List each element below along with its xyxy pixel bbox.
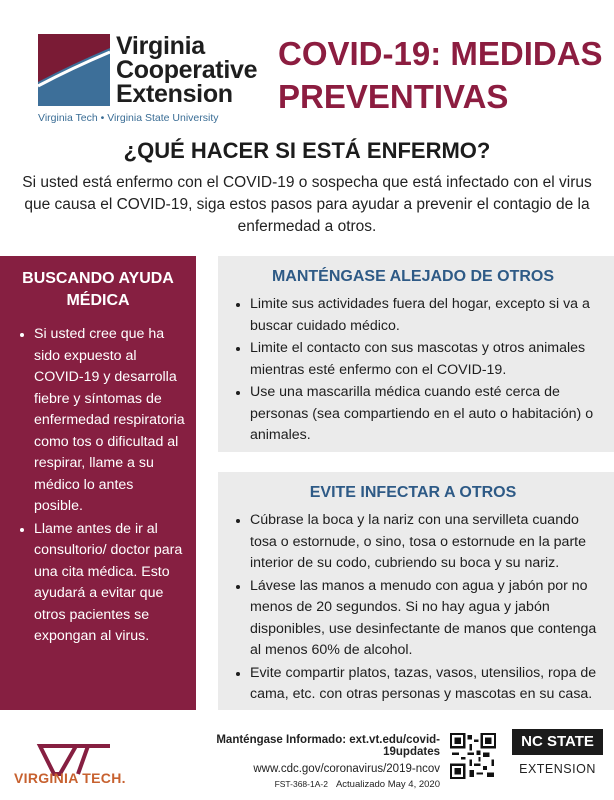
card-list: [226, 294, 600, 447]
virginia-cooperative-extension-logo: [38, 34, 268, 124]
avoid-infecting-card: [218, 472, 614, 710]
publication-code: FST-368-1A-2: [274, 779, 328, 789]
list-item: • Llame antes de ir al consultorio/ doctor para una cita médica. Esto ayudará a evitar que otros pacientes se expongan al virus.: [34, 519, 186, 648]
logo-wordmark: [116, 34, 257, 106]
title-line: PREVENTIVAS: [278, 78, 509, 115]
cdc-link[interactable]: www.cdc.gov/coronavirus/2019-ncov: [253, 763, 440, 775]
logo-line: Virginia: [116, 32, 205, 60]
list-item: • Cúbrase la boca y la nariz con una servilleta cuando tosa o estornude, o sino, tosa o estornude en la parte interior de su codo, cubriendo su boca y su nariz.: [250, 510, 600, 575]
updated-date: Actualizado May 4, 2020: [335, 779, 440, 790]
logo-line: Extension: [116, 80, 233, 108]
stay-informed-link[interactable]: Manténgase Informado: ext.vt.edu/covid-19updates: [216, 734, 440, 758]
panel-list: [0, 324, 196, 648]
publication-meta: [170, 779, 440, 790]
footer-info: [170, 734, 440, 790]
panel-title: BUSCANDO AYUDA MÉDICA: [22, 270, 174, 309]
list-item: • Limite sus actividades fuera del hogar, excepto si va a buscar cuidado médico.: [250, 294, 600, 337]
section-heading: ¿QUÉ HACER SI ESTÁ ENFERMO?: [123, 138, 491, 163]
card-title: EVITE INFECTAR A OTROS: [309, 484, 517, 501]
list-item: • Limite el contacto con sus mascotas y otros animales mientras esté enfermo con el COVID-19.: [250, 338, 600, 381]
logo-line: Cooperative: [116, 56, 258, 84]
list-item: • Evite compartir platos, tazas, vasos, utensilios, ropa de cama, etc. con otras personas y mascotas en su casa.: [250, 663, 600, 706]
card-list: [226, 510, 600, 706]
nc-state-badge: NC STATE: [512, 729, 603, 755]
stay-away-card: [218, 256, 614, 452]
list-item: • Si usted cree que ha sido expuesto al COVID-19 y desarrolla fiebre y síntomas de enfermedad respiratoria como tos o dificultad al respirar, llame a su médico lo antes posible.: [34, 324, 186, 518]
list-item: • Lávese las manos a menudo con agua y jabón por no menos de 20 segundos. Si no hay agua y jabón disponibles, use desinfectante de manos que contenga al menos 60% de alcohol.: [250, 576, 600, 662]
intro-paragraph: Si usted está enfermo con el COVID-19 o sospecha que está infectado con el virus que causa el COVID-19, siga estos pasos para ayudar a prevenir el contagio de la enfermedad a otros.: [22, 174, 592, 235]
qr-code-icon[interactable]: [450, 733, 496, 779]
nc-extension-label: EXTENSION: [519, 762, 596, 776]
card-title: MANTÉNGASE ALEJADO DE OTROS: [271, 268, 555, 285]
title-line: COVID-19: MEDIDAS: [278, 35, 603, 72]
extension-logo-mark-icon: [38, 34, 110, 106]
page-title: [278, 32, 608, 118]
list-item: • Use una mascarilla médica cuando esté cerca de personas (sea compartiendo en el auto o habitación) o animales.: [250, 382, 600, 447]
logo-subline: Virginia Tech • Virginia State University: [38, 112, 219, 124]
seeking-medical-help-panel: [0, 256, 196, 710]
virginia-tech-wordmark: VIRGINIA TECH.: [14, 770, 126, 786]
